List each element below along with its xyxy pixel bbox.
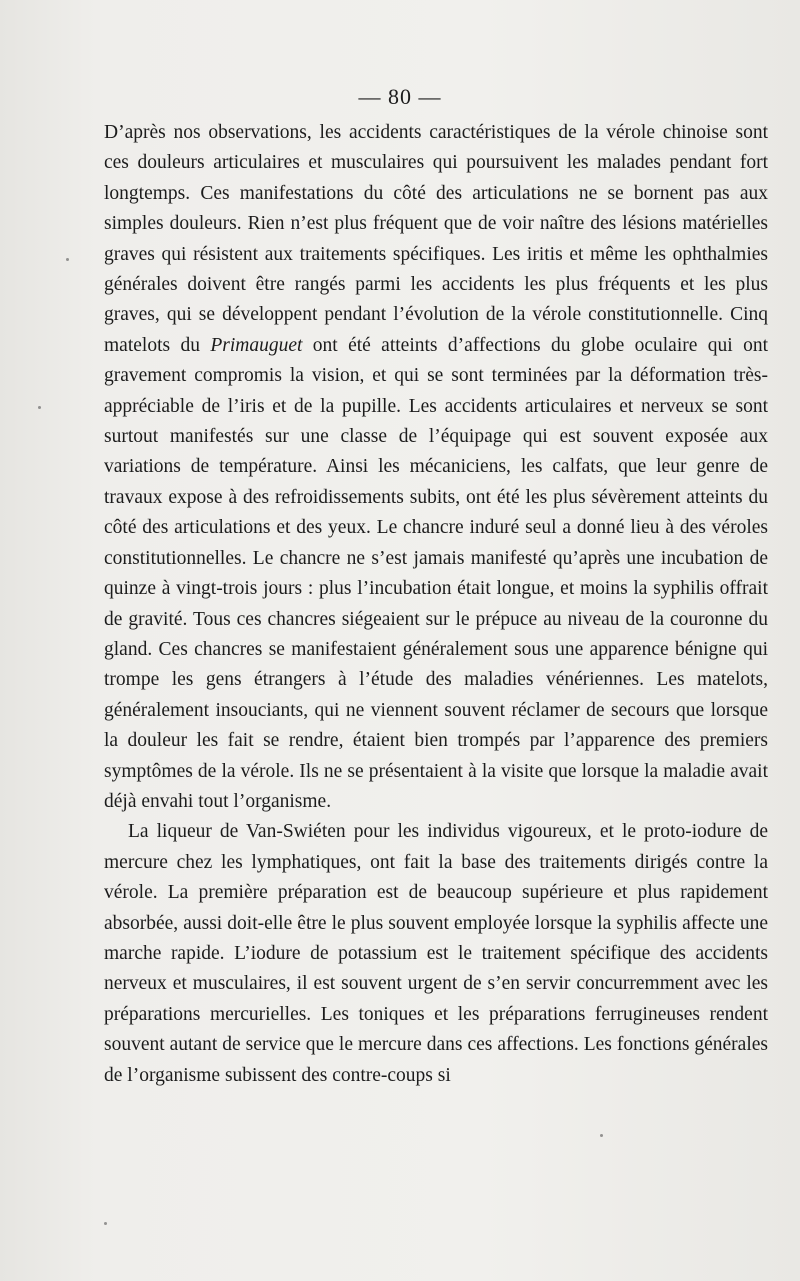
scan-speck [38,406,41,409]
ship-name-italic: Primauguet [210,334,303,356]
body-text [104,118,768,1091]
scan-speck [600,1134,603,1137]
paragraph-1-text-end: ont été atteints d’affections du globe oculaire qui ont gravement compromis la vision, et qui se sont terminées par la déformation très-appréciable de l’iris et de la pupille. Les accidents articulaires et nerveux se sont surtout manifestés sur une classe de l’équipage qui est souvent exposée aux variations de température. Ainsi les mécaniciens, les calfats, que leur genre de travaux expose à des refroidissements subits, ont été les plus sévèrement atteints du côté des articulations et des yeux. Le chancre induré seul a donné lieu à des véroles constitutionnelles. Le chancre ne s’est jamais manifesté qu’après une incubation de quinze à vingt-trois jours : plus l’incubation était longue, et moins la syphilis offrait de gravité. Tous ces chancres siégeaient sur le prépuce au niveau de la couronne du gland. Ces chancres se manifestaient généralement sous une apparence bénigne qui trompe les gens étrangers à l’étude des maladies vénériennes. Les matelots, généralement insouciants, qui ne viennent souvent réclamer de secours que lorsque la douleur les fait se rendre, étaient bien trompés par l’apparence des premiers symptômes de la vérole. Ils ne se présentaient à la visite que lorsque la maladie avait déjà envahi tout l’organisme. [104,334,768,812]
paragraph-1-text-start: D’après nos observations, les accidents caractéristiques de la vérole chinoise sont ces douleurs articulaires et musculaires qui poursuivent les malades pendant fort longtemps. Ces manifestations du côté des articulations ne se bornent pas aux simples douleurs. Rien n’est plus fréquent que de voir naître des lésions matérielles graves qui résistent aux traitements spécifiques. Les iritis et même les ophthalmies générales doivent être rangés parmi les accidents les plus fréquents et les plus graves, qui se développent pendant l’évolution de la vérole constitutionnelle. Cinq matelots du [104,122,768,356]
paragraph-2-text: La liqueur de Van-Swiéten pour les individus vigoureux, et le proto-iodure de mercure chez les lymphatiques, ont fait la base des traitements dirigés contre la vérole. La première préparation est de beaucoup supérieure et plus rapidement absorbée, aussi doit-elle être le plus souvent employée lorsque la syphilis affecte une marche rapide. L’iodure de potassium est le traitement spécifique des accidents nerveux et musculaires, il est souvent urgent de s’en servir concurremment avec les préparations mercurielles. Les toniques et les préparations ferrugineuses rendent souvent autant de service que le mercure dans ces affections. Les fonctions générales de l’organisme subissent des contre-coups si [104,821,768,1086]
scan-speck [104,1222,107,1225]
paragraph-1 [104,118,768,817]
page-number: — 80 — [358,84,442,109]
scan-speck [66,258,69,261]
paragraph-2 [104,817,768,1091]
